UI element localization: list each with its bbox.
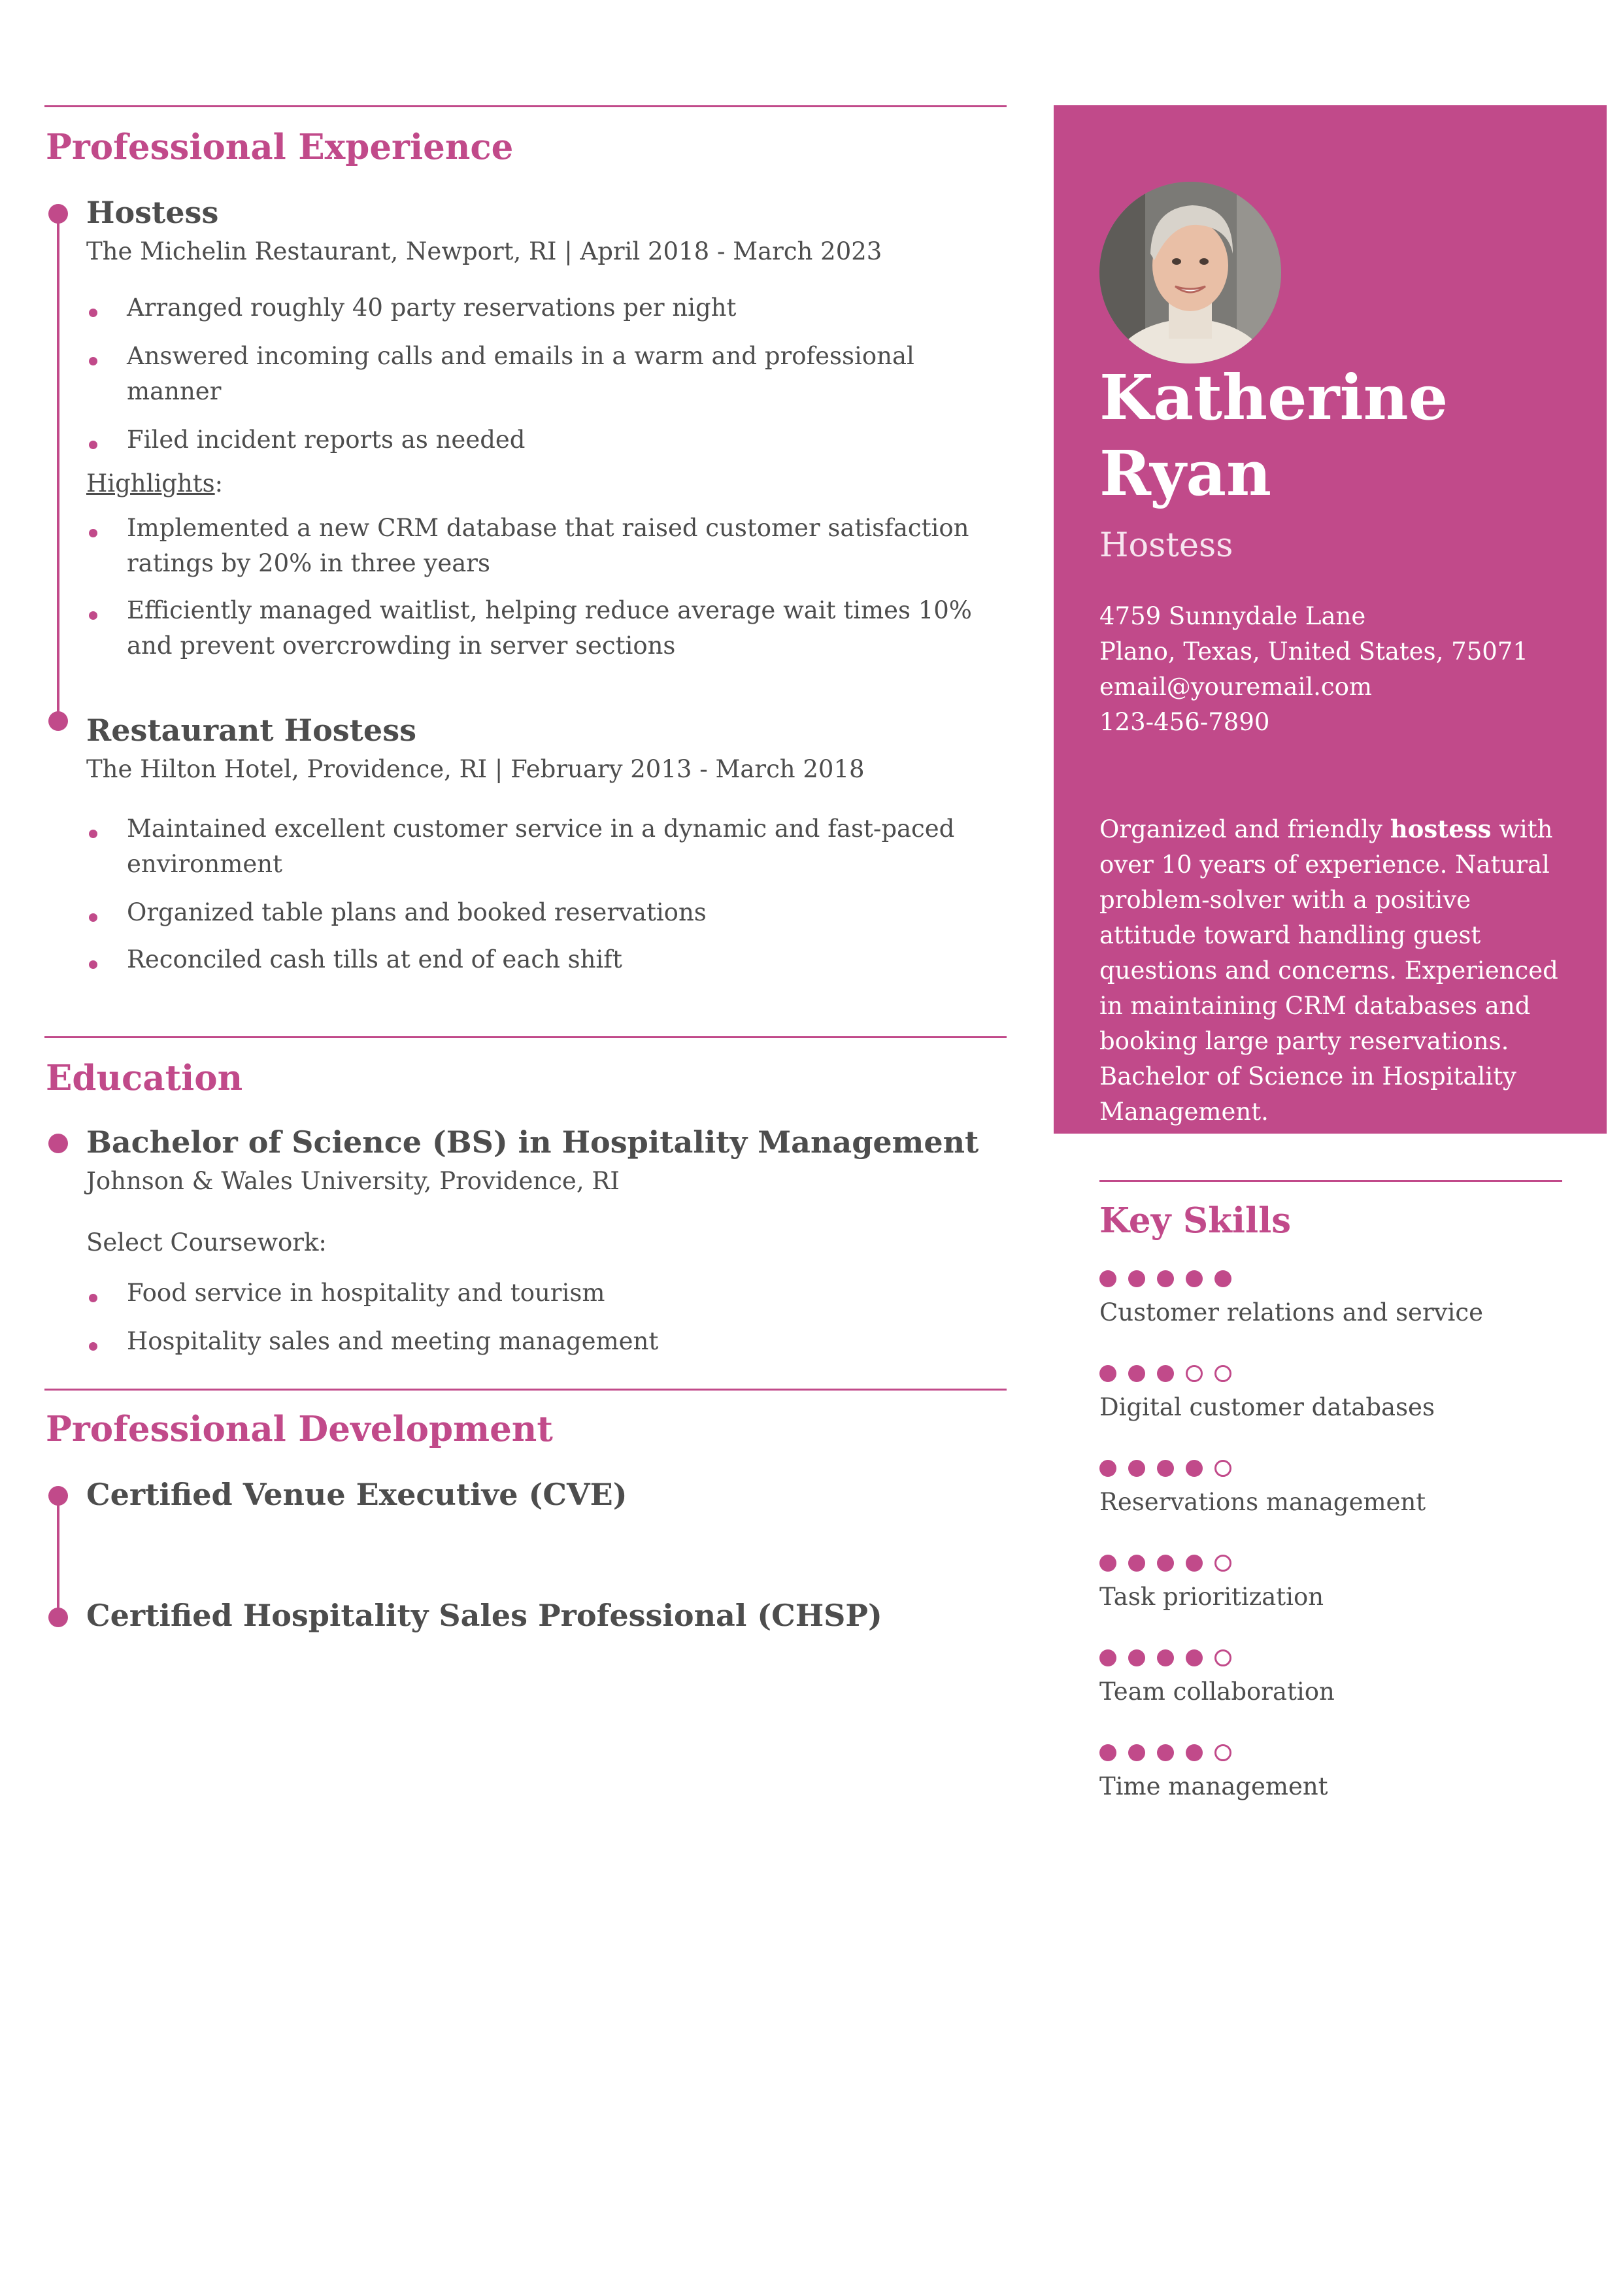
list-item: Organized table plans and booked reservations bbox=[86, 895, 1007, 930]
skill-item bbox=[1099, 1268, 1562, 1363]
profile-summary bbox=[1099, 811, 1570, 1130]
skill-label: Reservations management bbox=[1099, 1487, 1426, 1516]
education-heading: Education bbox=[46, 1058, 243, 1099]
section-divider bbox=[44, 1389, 1007, 1391]
job-entry bbox=[86, 195, 1007, 664]
rating-dot-empty bbox=[1214, 1460, 1231, 1477]
last-name: Ryan bbox=[1099, 437, 1272, 510]
rating-dot-empty bbox=[1186, 1365, 1203, 1382]
avatar bbox=[1099, 182, 1281, 363]
rating-dot-filled bbox=[1128, 1365, 1145, 1382]
skill-item bbox=[1099, 1363, 1562, 1458]
skill-label: Digital customer databases bbox=[1099, 1393, 1435, 1421]
skill-rating bbox=[1099, 1458, 1562, 1479]
skill-label: Task prioritization bbox=[1099, 1582, 1324, 1611]
candidate-name bbox=[1099, 360, 1448, 512]
avatar-portrait-image bbox=[1099, 182, 1281, 363]
rating-dot-filled bbox=[1186, 1649, 1203, 1666]
contact-info bbox=[1099, 599, 1528, 740]
rating-dot-empty bbox=[1214, 1649, 1231, 1666]
rating-dot-filled bbox=[1186, 1555, 1203, 1572]
profile-panel bbox=[1054, 105, 1607, 1134]
rating-dot-filled bbox=[1128, 1649, 1145, 1666]
skill-rating bbox=[1099, 1742, 1562, 1763]
experience-timeline bbox=[44, 195, 1007, 978]
rating-dot-filled bbox=[1186, 1270, 1203, 1287]
summary-keyword: hostess bbox=[1390, 815, 1492, 843]
job-employer: The Michelin Restaurant, Newport, RI | April 2018 - March 2023 bbox=[86, 237, 882, 265]
list-item: Efficiently managed waitlist, helping reduce average wait times 10% and prevent overcrowding in server sections bbox=[86, 593, 1007, 664]
coursework-list bbox=[86, 1275, 1007, 1359]
rating-dot-filled bbox=[1099, 1270, 1116, 1287]
job-employer: The Hilton Hotel, Providence, RI | February 2013 - March 2018 bbox=[86, 755, 865, 784]
rating-dot-filled bbox=[1157, 1365, 1174, 1382]
skills-heading: Key Skills bbox=[1099, 1200, 1292, 1241]
rating-dot-filled bbox=[1186, 1460, 1203, 1477]
rating-dot-empty bbox=[1214, 1365, 1231, 1382]
list-item: Hospitality sales and meeting management bbox=[86, 1324, 1007, 1359]
rating-dot-empty bbox=[1214, 1555, 1231, 1572]
highlights-label: Highlights bbox=[86, 469, 215, 498]
certification-title: Certified Venue Executive (CVE) bbox=[86, 1476, 627, 1512]
timeline-line bbox=[57, 213, 59, 720]
skill-rating bbox=[1099, 1363, 1562, 1384]
skill-rating bbox=[1099, 1268, 1562, 1289]
education-block bbox=[44, 1124, 1007, 1359]
skill-item bbox=[1099, 1647, 1562, 1742]
rating-dot-filled bbox=[1186, 1744, 1203, 1761]
development-heading: Professional Development bbox=[46, 1409, 553, 1450]
list-item: Answered incoming calls and emails in a warm and professional manner bbox=[86, 339, 1007, 409]
timeline-dot bbox=[48, 1608, 68, 1627]
main-column bbox=[44, 105, 1007, 1634]
section-divider bbox=[44, 1036, 1007, 1038]
experience-heading: Professional Experience bbox=[46, 127, 514, 167]
job-title: Hostess bbox=[86, 194, 219, 230]
timeline-dot bbox=[48, 1486, 68, 1506]
list-item: Arranged roughly 40 party reservations per night bbox=[86, 290, 1007, 326]
rating-dot-filled bbox=[1157, 1744, 1174, 1761]
summary-text: with over 10 years of experience. Natural problem-solver with a positive attitude toward handling guest questions and concerns. Experienced in maintaining CRM databases and booking large party reservations. Bachelor of Science in Hospitality Management. bbox=[1099, 815, 1558, 1126]
first-name: Katherine bbox=[1099, 362, 1448, 434]
certification-title: Certified Hospitality Sales Professional (CHSP) bbox=[86, 1597, 882, 1633]
school-name: Johnson & Wales University, Providence, RI bbox=[86, 1166, 620, 1195]
rating-dot-filled bbox=[1128, 1460, 1145, 1477]
rating-dot-filled bbox=[1157, 1555, 1174, 1572]
timeline-line bbox=[57, 1495, 59, 1617]
coursework-label: Select Coursework: bbox=[86, 1228, 327, 1257]
development-timeline bbox=[44, 1477, 1007, 1634]
list-item: Implemented a new CRM database that raised customer satisfaction ratings by 20% in three years bbox=[86, 511, 1007, 581]
rating-dot-filled bbox=[1099, 1365, 1116, 1382]
rating-dot-filled bbox=[1157, 1460, 1174, 1477]
section-divider bbox=[1099, 1180, 1562, 1182]
skill-label: Time management bbox=[1099, 1772, 1328, 1800]
skill-label: Customer relations and service bbox=[1099, 1298, 1483, 1326]
skills-list bbox=[1099, 1268, 1562, 1837]
job-entry bbox=[86, 713, 1007, 977]
highlights-heading bbox=[86, 469, 1007, 498]
summary-text: Organized and friendly bbox=[1099, 815, 1390, 843]
skills-section bbox=[1099, 1180, 1562, 1837]
rating-dot-filled bbox=[1157, 1649, 1174, 1666]
phone-number: 123-456-7890 bbox=[1099, 708, 1270, 736]
job-title: Restaurant Hostess bbox=[86, 712, 416, 748]
skill-rating bbox=[1099, 1553, 1562, 1574]
skill-item bbox=[1099, 1742, 1562, 1837]
timeline-dot bbox=[48, 204, 68, 224]
list-item: Food service in hospitality and tourism bbox=[86, 1275, 1007, 1311]
rating-dot-empty bbox=[1214, 1744, 1231, 1761]
rating-dot-filled bbox=[1099, 1649, 1116, 1666]
skill-item bbox=[1099, 1553, 1562, 1647]
skill-item bbox=[1099, 1458, 1562, 1553]
list-item: Maintained excellent customer service in a dynamic and fast-paced environment bbox=[86, 811, 1007, 882]
rating-dot-filled bbox=[1157, 1270, 1174, 1287]
timeline-dot bbox=[48, 711, 68, 731]
address-line-2: Plano, Texas, United States, 75071 bbox=[1099, 637, 1528, 666]
timeline-dot bbox=[48, 1134, 68, 1153]
rating-dot-filled bbox=[1128, 1744, 1145, 1761]
candidate-role: Hostess bbox=[1099, 526, 1233, 565]
rating-dot-filled bbox=[1128, 1270, 1145, 1287]
email-address: email@youremail.com bbox=[1099, 673, 1372, 701]
rating-dot-filled bbox=[1214, 1270, 1231, 1287]
rating-dot-filled bbox=[1099, 1555, 1116, 1572]
rating-dot-filled bbox=[1128, 1555, 1145, 1572]
job-bullets bbox=[86, 290, 1007, 458]
skill-label: Team collaboration bbox=[1099, 1677, 1335, 1706]
list-item: Reconciled cash tills at end of each shift bbox=[86, 942, 1007, 977]
highlights-list bbox=[86, 511, 1007, 664]
list-item: Filed incident reports as needed bbox=[86, 422, 1007, 458]
skill-rating bbox=[1099, 1647, 1562, 1668]
address-line-1: 4759 Sunnydale Lane bbox=[1099, 602, 1366, 630]
degree-title: Bachelor of Science (BS) in Hospitality Management bbox=[86, 1124, 979, 1160]
job-bullets bbox=[86, 811, 1007, 977]
section-divider bbox=[44, 105, 1007, 107]
rating-dot-filled bbox=[1099, 1460, 1116, 1477]
highlights-colon: : bbox=[214, 469, 224, 498]
rating-dot-filled bbox=[1099, 1744, 1116, 1761]
